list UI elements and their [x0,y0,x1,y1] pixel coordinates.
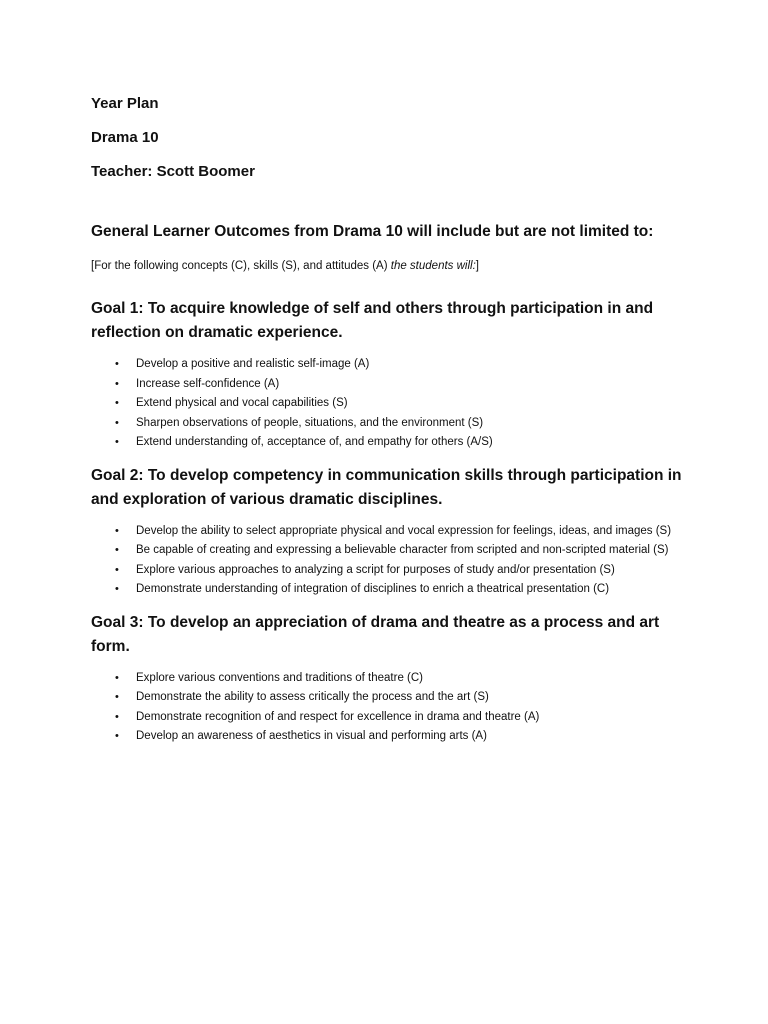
document-title: Year Plan [91,95,159,112]
list-item-text: Extend physical and vocal capabilities (S) [136,397,348,409]
list-item-text: Develop a positive and realistic self-image (A) [136,358,370,370]
goal-1-heading: Goal 1: To acquire knowledge of self and others through participation in and reflection on dramatic experience. [91,300,654,341]
bullet-icon: • [115,671,119,684]
list-item [91,433,691,453]
goal-2-list [91,522,691,600]
goal-3-heading: Goal 3: To develop an appreciation of drama and theatre as a process and art form. [91,613,660,655]
list-item-text: Sharpen observations of people, situations, and the environment (S) [136,416,484,429]
outcomes-heading: General Learner Outcomes from Drama 10 will include but are not limited to: [91,223,654,240]
teacher-name: Teacher: Scott Boomer [91,163,255,180]
bullet-icon: • [115,730,119,742]
outcomes-note [91,258,691,274]
bullet-icon: • [115,416,119,429]
goal-1-list [91,355,691,453]
list-item [91,541,691,561]
list-item [91,414,691,434]
document-page [91,94,691,747]
list-item-text: Demonstrate the ability to assess critically the process and the art (S) [136,691,489,703]
bullet-icon: • [115,397,119,409]
list-item-text: Increase self-confidence (A) [136,377,280,390]
bullet-icon: • [115,710,119,723]
list-item [91,708,691,728]
list-item [91,669,691,689]
goal-3-list [91,669,691,747]
course-name: Drama 10 [91,129,159,146]
bullet-icon: • [115,691,119,703]
bullet-icon: • [115,358,119,370]
goal-2-heading: Goal 2: To develop competency in communication skills through participation in and exploration of various dramatic disciplines. [91,466,682,508]
list-item-text: Explore various conventions and traditions of theatre (C) [136,671,424,684]
list-item [91,522,691,542]
bullet-icon: • [115,524,119,537]
list-item [91,561,691,581]
list-item-text: Demonstrate understanding of integration of disciplines to enrich a theatrical presentation (C) [136,583,610,595]
bullet-icon: • [115,544,119,556]
list-item-text: Explore various approaches to analyzing a script for purposes of study and/or presentation (S) [136,563,615,576]
list-item [91,394,691,414]
bullet-icon: • [115,563,119,576]
list-item [91,727,691,747]
outcomes-note-prefix: [For the following concepts (C), skills (S), and attitudes (A) [91,260,391,272]
bullet-icon: • [115,436,119,448]
list-item-text: Develop an awareness of aesthetics in visual and performing arts (A) [136,730,487,742]
list-item-text: Extend understanding of, acceptance of, and empathy for others (A/S) [136,436,493,448]
list-item [91,355,691,375]
bullet-icon: • [115,377,119,390]
list-item-text: Demonstrate recognition of and respect for excellence in drama and theatre (A) [136,710,540,723]
outcomes-note-italic: the students will: [390,260,476,272]
list-item [91,580,691,600]
list-item-text: Be capable of creating and expressing a believable character from scripted and non-scripted material (S) [136,544,669,556]
list-item [91,375,691,395]
list-item-text: Develop the ability to select appropriate physical and vocal expression for feelings, ideas, and images (S) [136,524,672,537]
outcomes-note-suffix: ] [475,260,479,272]
bullet-icon: • [115,583,119,595]
list-item [91,688,691,708]
